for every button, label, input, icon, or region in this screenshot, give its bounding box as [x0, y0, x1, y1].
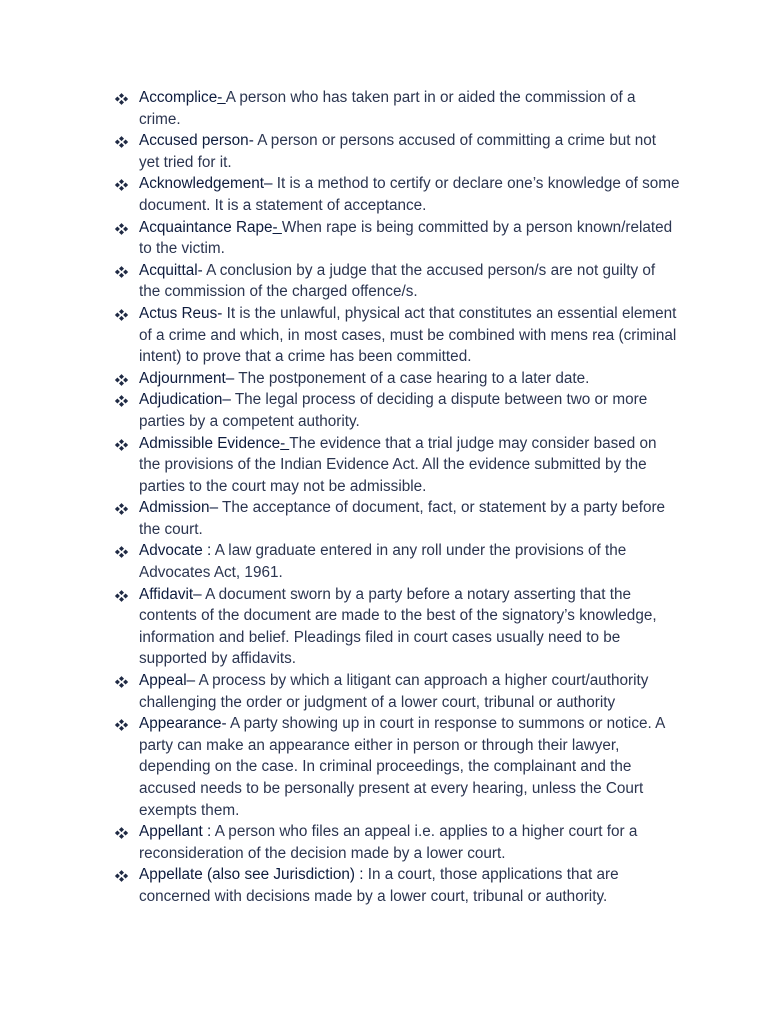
- term-separator: :: [202, 823, 215, 841]
- glossary-term: Acknowledgement: [139, 175, 264, 193]
- glossary-definition: The postponement of a case hearing to a later date.: [238, 369, 590, 387]
- glossary-term: Appearance: [139, 715, 222, 733]
- glossary-definition: A person who has taken part in or aided the commission of a crime.: [139, 89, 636, 128]
- glossary-entry: [114, 864, 680, 907]
- four-diamond-bullet-icon: [114, 870, 129, 882]
- glossary-entry: [114, 433, 680, 498]
- term-separator: –: [225, 369, 239, 387]
- term-separator: -: [221, 715, 230, 733]
- glossary-entry: [114, 260, 680, 303]
- glossary-entry: [114, 670, 680, 713]
- four-diamond-bullet-icon: [114, 503, 129, 515]
- glossary-entry: [114, 540, 680, 583]
- glossary-list: [114, 87, 680, 908]
- glossary-entry: [114, 584, 680, 670]
- glossary-definition: It is the unlawful, physical act that constitutes an essential element of a crime and which, in most cases, must be combined with mens rea (criminal intent) to prove that a crime has been committed.: [139, 304, 677, 366]
- term-separator: -: [272, 218, 282, 236]
- glossary-definition: A party showing up in court in response to summons or notice. A party can make an appearance either in person or through their lawyer, depending on the case. In criminal proceedings, the complainant and the accused needs to be personally present at every hearing, unless the Court exempts them.: [139, 715, 665, 819]
- four-diamond-bullet-icon: [114, 719, 129, 731]
- glossary-term: Appellate (also see Jurisdiction): [139, 866, 355, 884]
- glossary-term: Admissible Evidence: [139, 434, 281, 452]
- four-diamond-bullet-icon: [114, 374, 129, 386]
- term-separator: -: [280, 434, 290, 452]
- glossary-entry: [114, 217, 680, 260]
- glossary-definition: It is a method to certify or declare one’s knowledge of some document. It is a statement of acceptance.: [139, 175, 680, 214]
- four-diamond-bullet-icon: [114, 395, 129, 407]
- four-diamond-bullet-icon: [114, 309, 129, 321]
- term-separator: -: [217, 304, 227, 322]
- four-diamond-bullet-icon: [114, 590, 129, 602]
- glossary-definition: A person or persons accused of committing a crime but not yet tried for it.: [139, 132, 656, 171]
- glossary-term: Accused person: [139, 132, 249, 150]
- glossary-term: Advocate: [139, 542, 203, 560]
- glossary-term: Affidavit: [139, 585, 194, 603]
- term-separator: -: [197, 261, 207, 279]
- four-diamond-bullet-icon: [114, 223, 129, 235]
- four-diamond-bullet-icon: [114, 546, 129, 558]
- four-diamond-bullet-icon: [114, 266, 129, 278]
- glossary-term: Adjournment: [139, 369, 226, 387]
- four-diamond-bullet-icon: [114, 179, 129, 191]
- term-separator: -: [248, 132, 258, 150]
- term-separator: :: [202, 542, 215, 560]
- glossary-definition: When rape is being committed by a person known/related to the victim.: [139, 218, 673, 258]
- glossary-definition: A process by which a litigant can approach a higher court/authority challenging the order or judgment of a lower court, tribunal or authority: [139, 672, 649, 711]
- glossary-term: Admission: [139, 499, 210, 517]
- four-diamond-bullet-icon: [114, 136, 129, 148]
- term-separator: –: [264, 175, 277, 193]
- glossary-term: Adjudication: [139, 391, 223, 409]
- glossary-entry: [114, 368, 680, 390]
- four-diamond-bullet-icon: [114, 439, 129, 451]
- glossary-definition: A conclusion by a judge that the accused person/s are not guilty of the commission of the charged offence/s.: [139, 261, 656, 301]
- glossary-entry: [114, 173, 680, 216]
- glossary-entry: [114, 87, 680, 130]
- term-separator: –: [209, 499, 223, 517]
- term-separator: -: [217, 89, 226, 106]
- term-separator: –: [193, 585, 206, 603]
- glossary-term: Actus Reus: [139, 304, 218, 322]
- glossary-definition: The legal process of deciding a dispute between two or more parties by a competent authority.: [139, 391, 648, 430]
- term-separator: –: [222, 391, 235, 409]
- glossary-term: Appellant: [139, 823, 203, 841]
- glossary-term: Accomplice: [139, 89, 218, 106]
- four-diamond-bullet-icon: [114, 93, 129, 105]
- glossary-term: Acquaintance Rape: [139, 218, 273, 236]
- glossary-entry: [114, 130, 680, 173]
- glossary-entry: [114, 821, 680, 864]
- glossary-definition: In a court, those applications that are concerned with decisions made by a lower court, tribunal or authority.: [139, 866, 619, 905]
- glossary-entry: [114, 497, 680, 540]
- glossary-definition: A document sworn by a party before a notary asserting that the contents of the document are made to the best of the signatory’s knowledge, information and belief. Pleadings filed in court cases usually need to be supported by affidavits.: [139, 585, 657, 668]
- glossary-term: Acquittal: [139, 261, 198, 279]
- four-diamond-bullet-icon: [114, 827, 129, 839]
- glossary-entry: [114, 713, 680, 821]
- term-separator: –: [186, 672, 199, 690]
- glossary-entry: [114, 303, 680, 368]
- term-separator: :: [354, 866, 368, 884]
- glossary-definition: The evidence that a trial judge may consider based on the provisions of the Indian Evidence Act. All the evidence submitted by the parties to the court may not be admissible.: [139, 434, 657, 495]
- four-diamond-bullet-icon: [114, 676, 129, 688]
- glossary-definition: A law graduate entered in any roll under the provisions of the Advocates Act, 1961.: [139, 542, 627, 582]
- glossary-entry: [114, 389, 680, 432]
- glossary-term: Appeal: [139, 672, 187, 690]
- glossary-definition: The acceptance of document, fact, or statement by a party before the court.: [139, 499, 666, 538]
- glossary-definition: A person who files an appeal i.e. applies to a higher court for a reconsideration of the decision made by a lower court.: [139, 823, 638, 862]
